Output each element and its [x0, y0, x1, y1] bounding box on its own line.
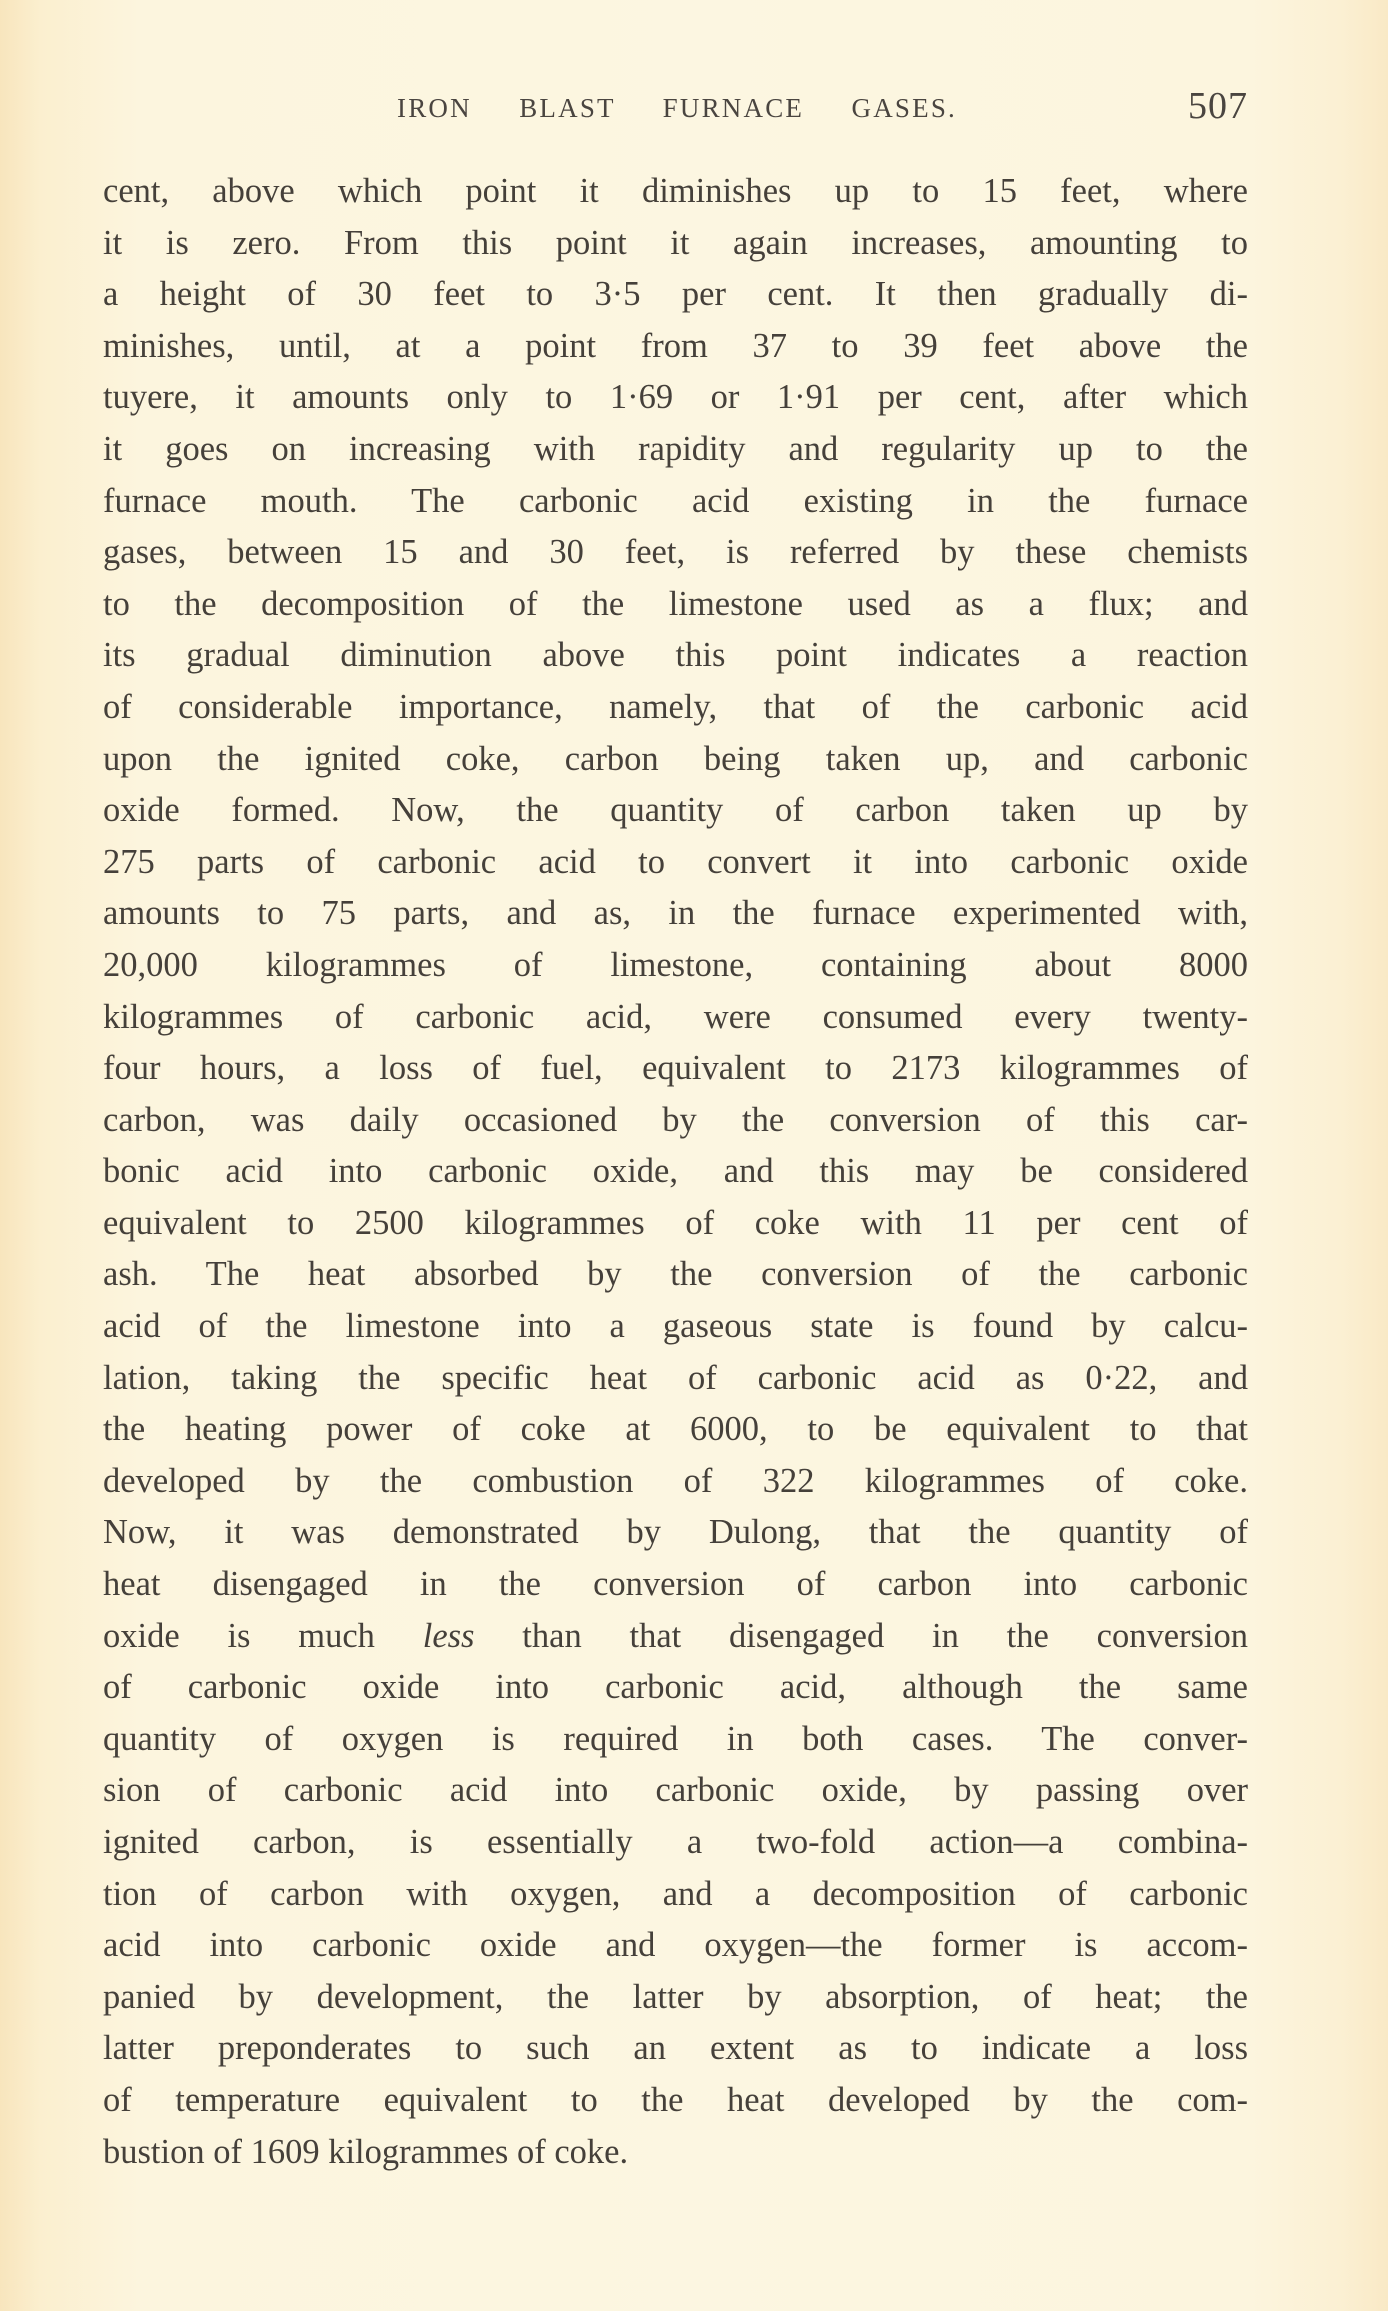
text-line: four hours, a loss of fuel, equivalent to 2173 kilogrammes of [103, 1049, 1248, 1088]
page-number: 507 [1188, 85, 1248, 127]
text-line: cent, above which point it diminishes up to 15 feet, where [103, 172, 1248, 210]
text-line: quantity of oxygen is required in both cases. The conver- [103, 1719, 1248, 1758]
text-line: amounts to 75 parts, and as, in the furnace experimented with, [103, 894, 1248, 933]
text-line: ash. The heat absorbed by the conversion of the carbonic [103, 1255, 1248, 1294]
text-line: to the decomposition of the limestone used as a flux; and [103, 584, 1248, 623]
text-line: ignited carbon, is essentially a two-fold action—a combina- [103, 1823, 1248, 1861]
text-line: the heating power of coke at 6000, to be equivalent to that [103, 1410, 1248, 1449]
text-line: 275 parts of carbonic acid to convert it into carbonic oxide [103, 842, 1248, 881]
text-line: tion of carbon with oxygen, and a decomposition of carbonic [103, 1874, 1248, 1913]
text-line: heat disengaged in the conversion of carbon into carbonic [103, 1565, 1248, 1604]
text-line: acid into carbonic oxide and oxygen—the former is accom- [103, 1926, 1248, 1965]
text-line: equivalent to 2500 kilogrammes of coke with 11 per cent of [103, 1203, 1248, 1242]
text-line: latter preponderates to such an extent as to indicate a loss [103, 2029, 1248, 2068]
text-line: acid of the limestone into a gaseous state is found by calcu- [103, 1307, 1248, 1346]
text-line: bonic acid into carbonic oxide, and this may be considered [103, 1152, 1248, 1191]
text-line: it is zero. From this point it again increases, amounting to [103, 223, 1248, 262]
text-line: panied by development, the latter by absorption, of heat; the [103, 1977, 1248, 2016]
text-line-last: bustion of 1609 kilogrammes of coke. [103, 2132, 629, 2171]
text-line: tuyere, it amounts only to 1·69 or 1·91 per cent, after which [103, 378, 1248, 417]
text-segment: than that disengaged in the conversion [522, 1616, 1249, 1655]
text-line: Now, it was demonstrated by Dulong, that the quantity of [103, 1513, 1248, 1552]
text-line: minishes, until, at a point from 37 to 39 feet above the [103, 326, 1248, 365]
text-line: of temperature equivalent to the heat developed by the com- [103, 2080, 1248, 2119]
text-line: upon the ignited coke, carbon being taken up, and carbonic [103, 739, 1248, 778]
text-line: kilogrammes of carbonic acid, were consumed every twenty- [103, 997, 1248, 1036]
text-line: of carbonic oxide into carbonic acid, although the same [103, 1668, 1248, 1707]
text-line: of considerable importance, namely, that of the carbonic acid [103, 687, 1248, 726]
italic-emphasis: less [422, 1616, 475, 1655]
text-line: furnace mouth. The carbonic acid existing in the furnace [103, 481, 1248, 520]
body-paragraph [103, 166, 1248, 2178]
text-line: 20,000 kilogrammes of limestone, containing about 8000 [103, 945, 1248, 984]
text-line-with-italic [103, 1611, 1248, 1663]
text-line: sion of carbonic acid into carbonic oxide, by passing over [103, 1771, 1248, 1810]
text-line: gases, between 15 and 30 feet, is referred by these chemists [103, 533, 1248, 572]
text-line: oxide formed. Now, the quantity of carbon taken up by [103, 791, 1248, 830]
text-line: a height of 30 feet to 3·5 per cent. It then gradually di- [103, 275, 1248, 314]
text-line: it goes on increasing with rapidity and regularity up to the [103, 429, 1248, 468]
text-segment: oxide is much [103, 1616, 375, 1655]
running-head: IRON BLAST FURNACE GASES. [397, 93, 957, 123]
text-line: its gradual diminution above this point indicates a reaction [103, 636, 1248, 675]
text-line: carbon, was daily occasioned by the conversion of this car- [103, 1100, 1248, 1139]
text-line: developed by the combustion of 322 kilogrammes of coke. [103, 1461, 1248, 1500]
text-line: lation, taking the specific heat of carbonic acid as 0·22, and [103, 1358, 1248, 1397]
